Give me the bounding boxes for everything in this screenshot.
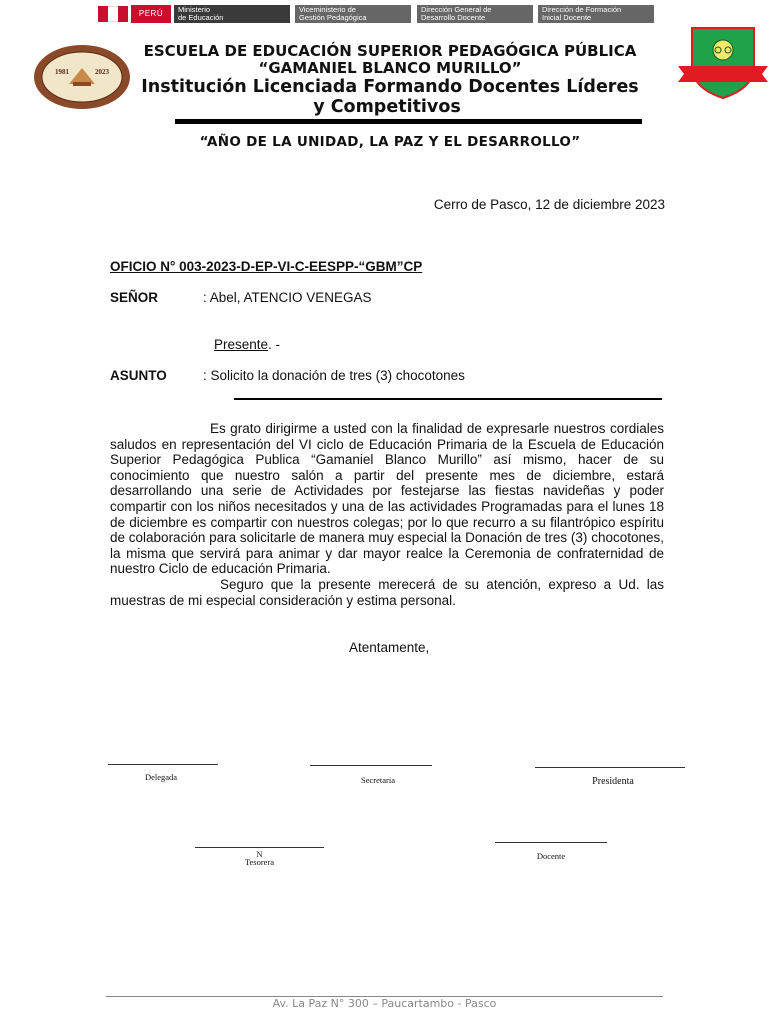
asunto-rule (234, 398, 662, 400)
signature-line-docente (495, 842, 607, 843)
signature-line-tesorera (195, 847, 324, 848)
asunto-label: ASUNTO (110, 368, 167, 383)
ministry-block: Ministerio de Educación (174, 5, 290, 23)
direccion-general-block: Dirección General de Desarrollo Docente (417, 5, 533, 23)
peru-flag-icon (98, 6, 128, 22)
header-divider (175, 119, 642, 124)
viceministry-block: Viceministerio de Gestión Pedagógica (295, 5, 411, 23)
signature-docente: Docente (536, 851, 566, 861)
svg-text:2023: 2023 (95, 68, 109, 76)
tagline-line1: Institución Licenciada Formando Docentes Líderes (141, 77, 639, 97)
body-paragraph-2: Seguro que la presente merecerá de su atención, expreso a Ud. las muestras de mi especial consideración y estima personal. (110, 577, 664, 608)
direccion-formacion-block: Dirección de Formación Inicial Docente (538, 5, 654, 23)
signature-delegada: Delegada (144, 772, 178, 782)
footer-address: Av. La Paz N° 300 – Paucartambo - Pasco (272, 997, 497, 1010)
year-motto: “AÑO DE LA UNIDAD, LA PAZ Y EL DESARROLLO” (199, 134, 581, 150)
specialty-shield-logo (678, 22, 768, 100)
peru-label: PERÚ (131, 5, 171, 23)
school-name-line1: ESCUELA DE EDUCACIÓN SUPERIOR PEDAGÓGICA PÚBLICA (143, 42, 637, 60)
school-name-line2: “GAMANIEL BLANCO MURILLO” (258, 59, 522, 77)
signature-presidenta: Presidenta (592, 776, 634, 787)
presente: Presente. - (214, 337, 281, 352)
signature-secretaria: Secretaria (361, 775, 395, 785)
body-paragraph-1: Es grato dirigirme a usted con la finalidad de expresarle nuestros cordiales saludos en representación del VI ciclo de Educación Primaria de la Escuela de Educación Superior Pedagógica Publica “Gamaniel Blanco Murillo” así mismo, hacer de su conocimiento que nuestro salón a partir del presente mes de diciembre, estará desarrollando una serie de Actividades por festejarse las fiestas navideñas y poder compartir con los niños necesitados y una de las actividades Programadas para el lunes 18 de diciembre es compartir con nuestros colegas; por lo que recurro a su filantrópico espíritu de colaboración para solicitarle de manera muy especial la Donación de tres (3) chocotones, la misma que servirá para animar y dar mayor realce la Ceremonia de confraternidad de nuestro Ciclo de educación Primaria. (110, 421, 664, 577)
tagline-line2: y Competitivos (313, 97, 461, 117)
asunto-value: : Solicito la donación de tres (3) chocotones (203, 368, 465, 383)
senor-label: SEÑOR (110, 290, 159, 305)
signature-tesorera: Tesorera (244, 857, 275, 867)
signature-line-presidenta (535, 767, 685, 768)
signature-line-delegada (108, 764, 218, 765)
svg-text:1981: 1981 (55, 68, 69, 76)
closing: Atentamente, (349, 640, 430, 655)
oficio-number: OFICIO N° 003-2023-D-EP-VI-C-EESPP-“GBM”CP (110, 259, 423, 274)
place-date: Cerro de Pasco, 12 de diciembre 2023 (433, 197, 665, 212)
signature-tesorera-initial: N (256, 849, 263, 859)
senor-value: : Abel, ATENCIO VENEGAS (203, 290, 372, 305)
signature-line-secretaria (310, 765, 432, 766)
